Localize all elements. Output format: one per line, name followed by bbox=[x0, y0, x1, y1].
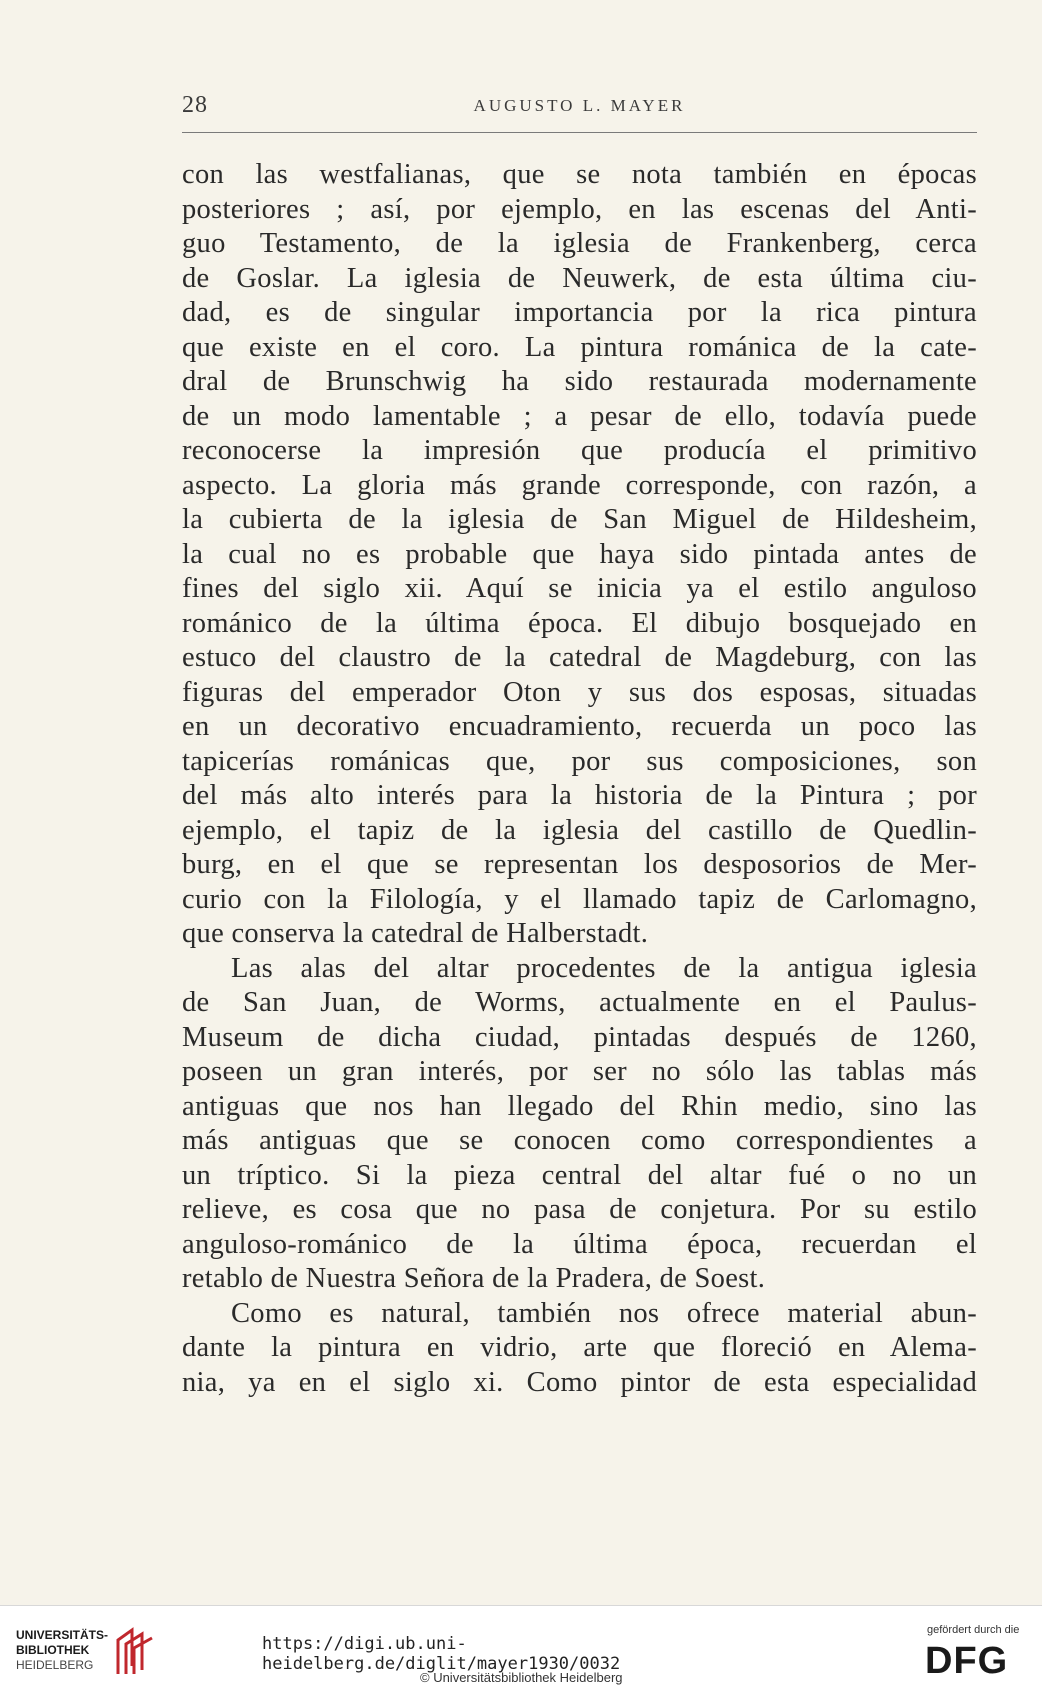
text-line: dad, es de singular importancia por la rica pintura bbox=[182, 297, 977, 328]
text-line: guo Testamento, de la iglesia de Frankenberg, cerca bbox=[182, 228, 977, 259]
text-line: dante la pintura en vidrio, arte que floreció en Alema- bbox=[182, 1332, 977, 1363]
funder-logo[interactable] bbox=[925, 1624, 1025, 1688]
page-number: 28 bbox=[182, 92, 208, 118]
text-line: del más alto interés para la historia de la Pintura ; por bbox=[182, 780, 977, 811]
text-line: Museum de dicha ciudad, pintadas después de 1260, bbox=[182, 1021, 977, 1053]
text-line: retablo de Nuestra Señora de la Pradera, de Soest. bbox=[182, 1263, 766, 1294]
library-logo[interactable] bbox=[16, 1626, 156, 1682]
text-line: nia, ya en el siglo xi. Como pintor de esta especialidad bbox=[182, 1366, 977, 1398]
text-line: más antiguas que se conocen como correspondientes a bbox=[182, 1125, 977, 1156]
running-title: AUGUSTO L. MAYER bbox=[473, 96, 686, 115]
text-line: figuras del emperador Oton y sus dos esposas, situadas bbox=[182, 676, 977, 708]
text-line: la cubierta de la iglesia de San Miguel de Hildesheim, bbox=[182, 504, 977, 535]
copyright-notice: © Universitätsbibliothek Heidelberg bbox=[420, 1670, 623, 1685]
permalink-url[interactable]: https://digi.ub.uni-heidelberg.de/diglit/mayer1930/0032 bbox=[262, 1634, 621, 1674]
text-line: posteriores ; así, por ejemplo, en las escenas del Anti- bbox=[182, 193, 977, 225]
text-line: curio con la Filología, y el llamado tapiz de Carlomagno, bbox=[182, 883, 977, 915]
text-line: en un decorativo encuadramiento, recuerda un poco las bbox=[182, 711, 977, 742]
header-rule bbox=[182, 132, 977, 133]
text-line: Como es natural, también nos ofrece material abun- bbox=[231, 1297, 977, 1329]
text-line: anguloso-románico de la última época, recuerdan el bbox=[182, 1228, 977, 1260]
text-line: de un modo lamentable ; a pesar de ello, todavía puede bbox=[182, 400, 977, 432]
library-name: UNIVERSITÄTS- BIBLIOTHEK HEIDELBERG bbox=[16, 1628, 109, 1672]
library-emblem-icon bbox=[110, 1626, 156, 1676]
text-line: fines del siglo xii. Aquí se inicia ya el estilo anguloso bbox=[182, 573, 977, 604]
text-line: que existe en el coro. La pintura románica de la cate- bbox=[182, 331, 977, 363]
running-head bbox=[182, 92, 977, 122]
text-line: Las alas del altar procedentes de la antigua iglesia bbox=[231, 952, 977, 984]
footer-bar bbox=[0, 1605, 1042, 1693]
text-line: la cual no es probable que haya sido pintada antes de bbox=[182, 538, 977, 570]
body-text bbox=[182, 158, 977, 1400]
text-line: reconocerse la impresión que producía el primitivo bbox=[182, 435, 977, 466]
text-line: que conserva la catedral de Halberstadt. bbox=[182, 918, 649, 949]
dfg-logo: DFG bbox=[925, 1640, 1009, 1682]
text-line: antiguas que nos han llegado del Rhin medio, sino las bbox=[182, 1090, 977, 1122]
funder-note: gefördert durch die bbox=[927, 1624, 1020, 1636]
text-line: de San Juan, de Worms, actualmente en el Paulus- bbox=[182, 987, 977, 1018]
text-line: un tríptico. Si la pieza central del altar fué o no un bbox=[182, 1159, 977, 1191]
text-line: poseen un gran interés, por ser no sólo las tablas más bbox=[182, 1056, 977, 1087]
text-line: dral de Brunschwig ha sido restaurada modernamente bbox=[182, 366, 977, 397]
text-line: de Goslar. La iglesia de Neuwerk, de esta última ciu- bbox=[182, 262, 977, 294]
text-line: aspecto. La gloria más grande corresponde, con razón, a bbox=[182, 469, 977, 501]
text-line: románico de la última época. El dibujo bosquejado en bbox=[182, 607, 977, 639]
text-line: burg, en el que se representan los desposorios de Mer- bbox=[182, 849, 977, 880]
text-line: con las westfalianas, que se nota también en épocas bbox=[182, 159, 977, 190]
text-line: estuco del claustro de la catedral de Magdeburg, con las bbox=[182, 642, 977, 673]
text-line: ejemplo, el tapiz de la iglesia del castillo de Quedlin- bbox=[182, 814, 977, 846]
text-line: relieve, es cosa que no pasa de conjetura. Por su estilo bbox=[182, 1194, 977, 1225]
text-line: tapicerías románicas que, por sus composiciones, son bbox=[182, 745, 977, 777]
